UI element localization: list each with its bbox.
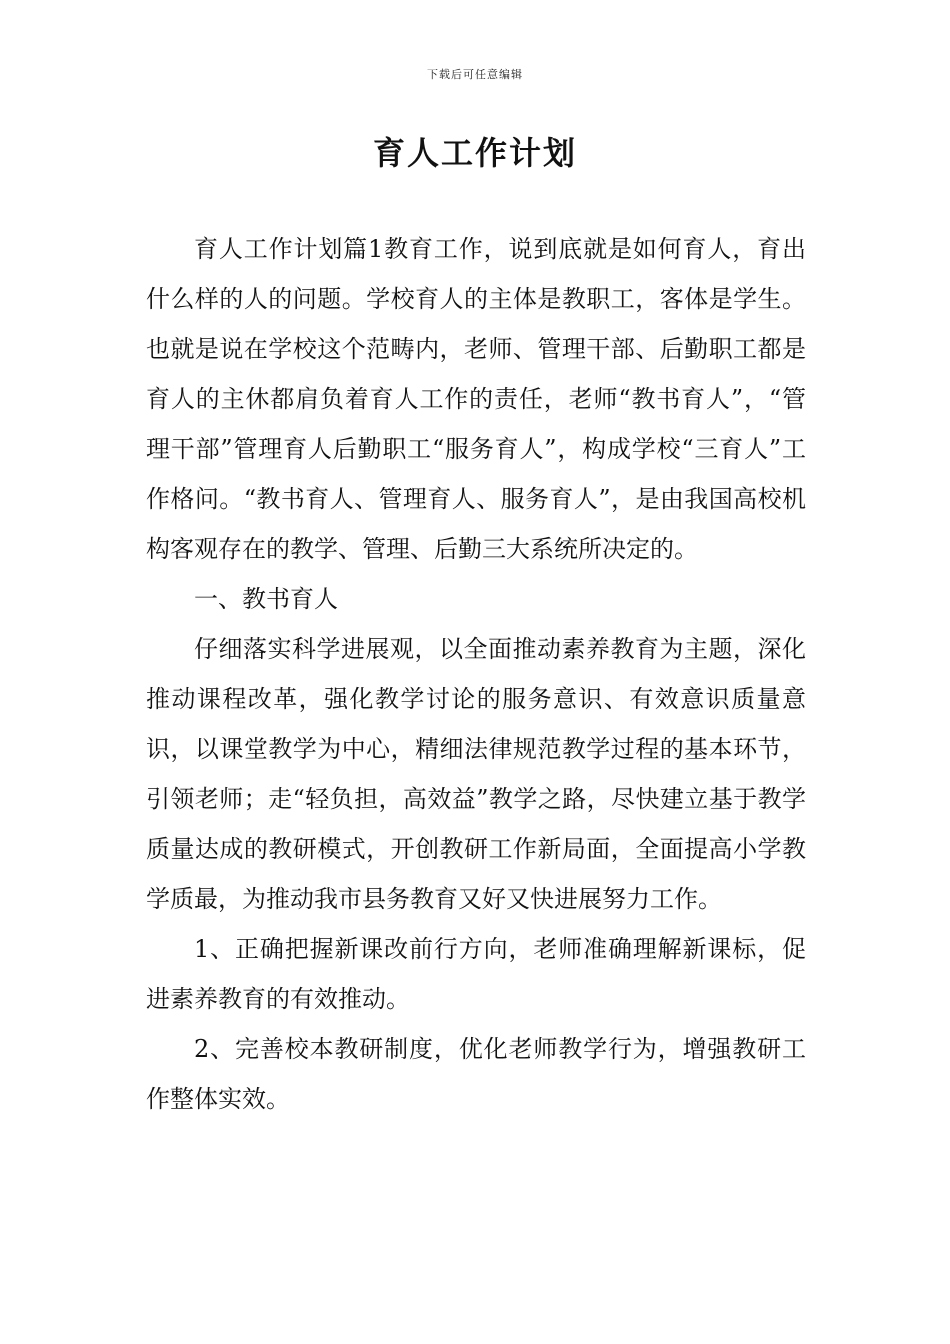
document-title: 育人工作计划 <box>372 134 577 172</box>
paragraph-intro: 育人工作计划篇1教育工作，说到底就是如何育人，育出什么样的人的问题。学校育人的主体是教职工，客体是学生。也就是说在学校这个范畴内，老师、管理干部、后勤职工都是育人的主休都肩负着育人工作的责任，老师“教书育人”，“管理干部”管理育人后勤职工“服务育人”，构成学校“三育人”工作格问。“教书育人、管理育人、服务育人”，是由我国高校机构客观存在的教学、管理、后勤三大系统所决定的。 <box>146 235 806 563</box>
list-item-2: 2、完善校本教研制度，优化老师教学行为，增强教研工作整体实效。 <box>146 1035 806 1113</box>
section-heading-teaching: 一、教书育人 <box>194 585 338 613</box>
list-item-1: 1、正确把握新课改前行方向，老师准确理解新课标，促进素养教育的有效推动。 <box>146 935 806 1013</box>
document-body <box>146 224 806 1124</box>
header-note: 下载后可任意编辑 <box>427 68 523 81</box>
paragraph-teaching: 仔细落实科学进展观，以全面推动素养教育为主题，深化推动课程改革，强化教学讨论的服务意识、有效意识质量意识，以课堂教学为中心，精细法律规范教学过程的基本环节，引领老师；走“轻负担，高效益”教学之路，尽快建立基于教学质量达成的教研模式，开创教研工作新局面，全面提高小学教学质最，为推动我市县务教育又好又快进展努力工作。 <box>146 635 806 913</box>
